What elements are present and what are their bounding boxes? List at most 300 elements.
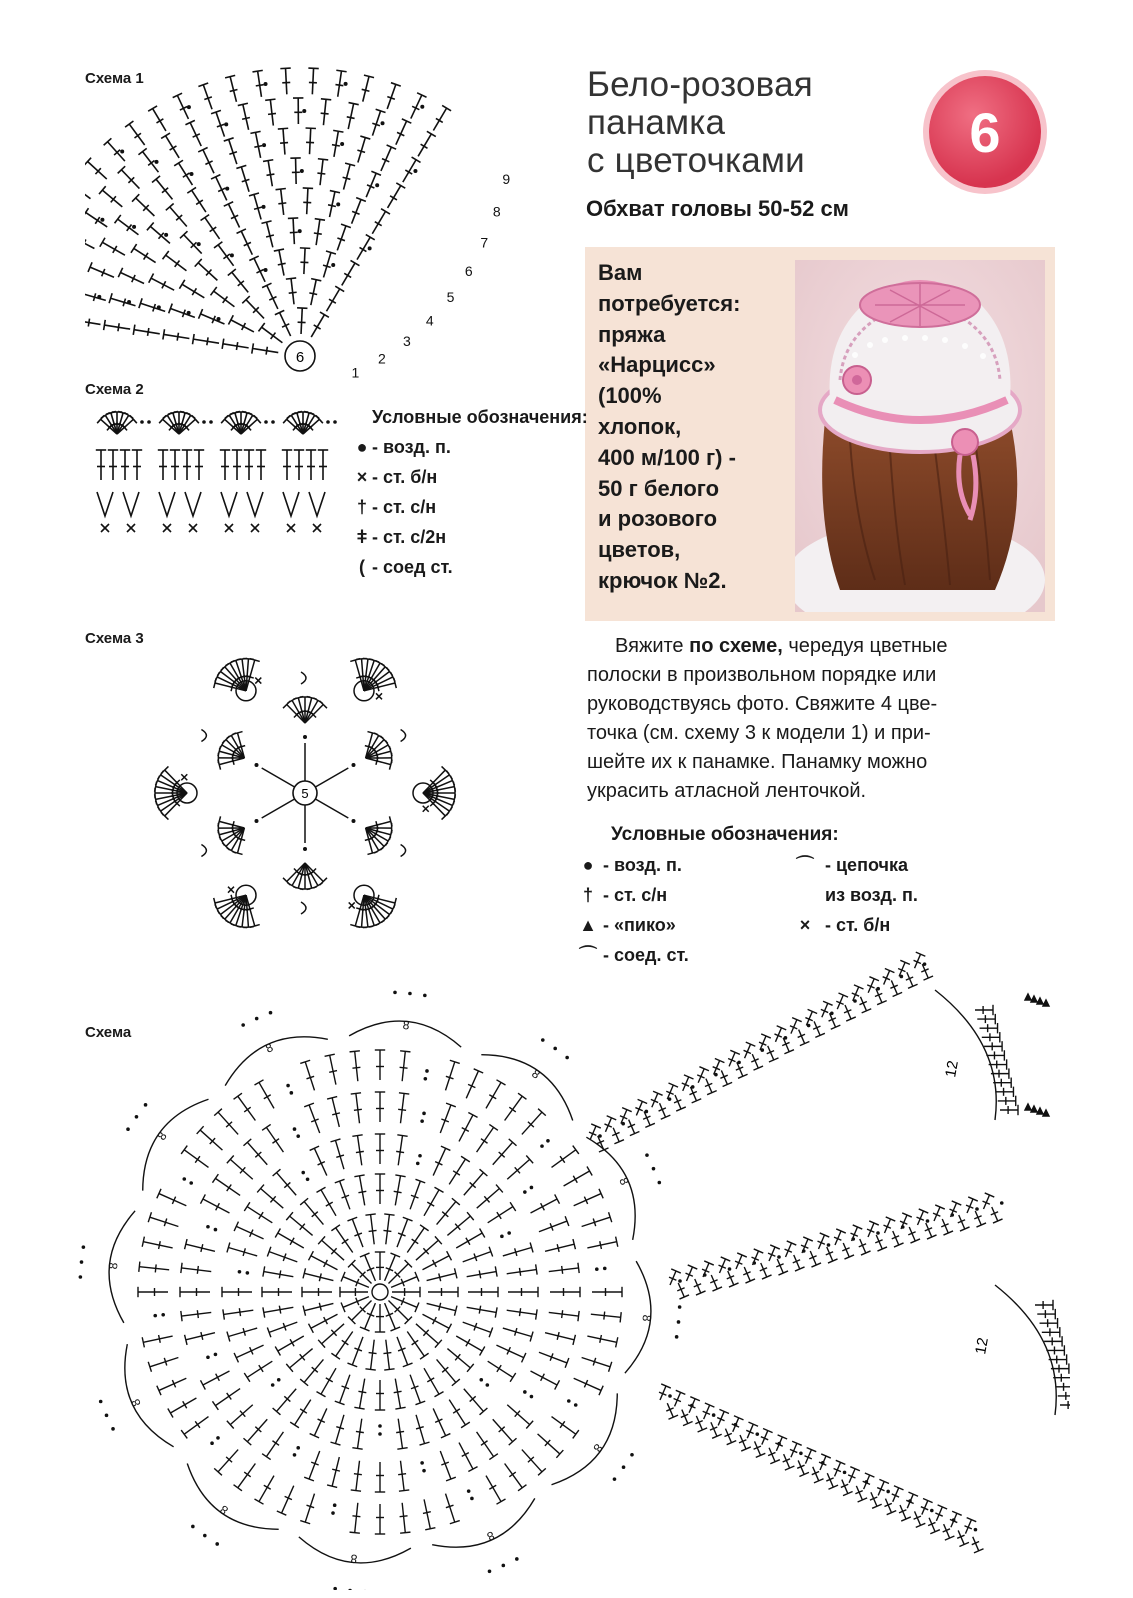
chain-dot <box>79 1275 83 1279</box>
dc-stem <box>449 1159 465 1184</box>
dc-stem <box>459 1115 473 1142</box>
chain-dot <box>238 1270 242 1274</box>
dc-bar <box>394 1391 402 1392</box>
dc-stem <box>278 1336 304 1351</box>
picot-mark <box>1037 1108 1043 1114</box>
dc-stem <box>304 1303 333 1310</box>
dc-bar <box>254 207 262 209</box>
chain-dot <box>293 1453 297 1457</box>
dc-stem <box>310 128 311 154</box>
chain-dot <box>530 1395 534 1399</box>
v-stitch <box>309 492 325 516</box>
dc-bar <box>278 203 286 204</box>
dc-bar <box>509 1472 515 1477</box>
dc-top <box>168 1408 173 1417</box>
scallop-label: 8 <box>128 1396 144 1409</box>
spoke <box>262 768 295 787</box>
dc-top <box>315 219 325 220</box>
dc-top <box>252 70 262 72</box>
slip-arc <box>201 730 206 742</box>
dc-stem <box>427 1273 456 1280</box>
dc-stem <box>522 1450 542 1472</box>
dc-top <box>263 1266 265 1276</box>
dc-top <box>234 1093 242 1099</box>
dc-stem <box>545 1244 574 1251</box>
dc-top <box>536 1264 537 1274</box>
dc-stem <box>258 71 262 97</box>
dc-stem <box>407 1228 424 1253</box>
chain-dot <box>413 169 417 173</box>
slip-arc <box>301 902 306 914</box>
dc-top <box>352 1448 362 1449</box>
dc-stem <box>447 1216 470 1235</box>
dc-stem <box>311 280 316 305</box>
dc-stem <box>467 1307 497 1312</box>
scallop-label: 8 <box>590 1441 606 1455</box>
dc-stem <box>552 1417 576 1435</box>
dc-top <box>461 1422 470 1428</box>
dc-stem <box>587 1242 616 1248</box>
chain-dot <box>553 1047 557 1051</box>
chain-dot <box>333 1587 337 1590</box>
dc-stem <box>88 162 107 180</box>
legend-2-item <box>785 880 918 910</box>
chain-dot <box>269 1011 273 1015</box>
dc-stem <box>156 179 172 199</box>
dc-bar <box>280 143 288 144</box>
dc-stem <box>218 1450 238 1472</box>
dc-stem <box>407 1332 424 1357</box>
scallop-label: 8 <box>154 1129 170 1143</box>
legend-1-item <box>352 552 588 582</box>
dc-stem <box>134 248 156 262</box>
chain-dot <box>470 1497 474 1501</box>
chain-dot <box>378 1424 382 1428</box>
dc-stem <box>264 1272 294 1277</box>
chain-dot <box>164 233 168 237</box>
dc-bar <box>354 1109 362 1110</box>
dc-bar <box>177 333 178 341</box>
dc-bar <box>196 200 203 204</box>
dc-stem <box>247 1207 272 1223</box>
legend-1-item <box>352 462 588 492</box>
dc-bar <box>314 233 322 234</box>
dc-bar <box>256 85 264 86</box>
dc-bar <box>309 293 317 295</box>
dc-stem <box>261 1189 284 1209</box>
chain-dot <box>262 143 266 147</box>
chain-dot <box>301 1171 305 1175</box>
dc-top <box>518 1093 526 1099</box>
chain-dot <box>381 121 385 125</box>
dc-stem <box>423 1256 450 1270</box>
dc-bar <box>197 1266 198 1274</box>
chain-dot <box>502 1564 506 1568</box>
materials-line: пряжа <box>598 321 666 347</box>
dc-stem <box>230 1159 252 1179</box>
chain-dot <box>298 229 302 233</box>
dc-stem <box>262 327 283 343</box>
dc-stem <box>247 1142 267 1164</box>
chain-dot <box>843 1471 847 1475</box>
materials-line: и розового <box>598 506 718 532</box>
dc-stem <box>193 339 219 343</box>
dc-stem <box>264 1307 294 1312</box>
dc-stem <box>493 1419 513 1441</box>
dc-stem <box>348 104 353 129</box>
dc-stem <box>278 1233 304 1248</box>
chain-dot <box>303 847 307 851</box>
dc-bar <box>497 1212 501 1219</box>
dc-stem <box>283 129 285 155</box>
chain-dot <box>306 1177 310 1181</box>
dc-top <box>263 160 273 162</box>
chain-dot <box>420 1119 424 1123</box>
picot-mark <box>1043 1110 1049 1116</box>
chain-dot <box>190 172 194 176</box>
dc-stem <box>342 263 355 285</box>
dc-top <box>211 287 217 295</box>
chain-dot <box>187 105 191 109</box>
chain-arc-icon: ⌒ <box>796 855 814 875</box>
dc-stem <box>85 183 90 199</box>
dc-bar <box>254 146 262 148</box>
legend-2-heading: Условные обозначения: <box>611 824 839 845</box>
chain-dot <box>668 1394 672 1398</box>
dc-stem <box>238 1096 256 1120</box>
dc-bar <box>383 1230 391 1231</box>
chain-dot <box>678 1305 682 1309</box>
dc-stem <box>400 1093 404 1123</box>
chain-dot <box>595 1267 599 1271</box>
dc-stem <box>268 161 272 187</box>
chain-dot <box>216 1436 220 1440</box>
chain-dot <box>336 202 340 206</box>
dc-top <box>351 1490 361 1491</box>
dc-top <box>288 218 298 219</box>
dc-bar <box>332 1113 340 1115</box>
chain-dot <box>206 1225 210 1229</box>
chain-dot <box>224 122 228 126</box>
chain-dot <box>182 1177 186 1181</box>
dc-stem <box>200 1130 222 1150</box>
chain-dot <box>622 1465 626 1469</box>
dc-stem <box>424 1190 439 1216</box>
dc-stem <box>424 1499 430 1528</box>
dc-bar <box>600 1241 602 1249</box>
dc-top <box>331 1353 340 1359</box>
dc-top <box>280 68 290 69</box>
dc-bar <box>394 1191 402 1192</box>
dc-top <box>495 1266 497 1276</box>
dc-top <box>335 286 344 291</box>
dc-stem <box>456 1336 482 1351</box>
dc-bar <box>573 1176 577 1183</box>
chain-dot <box>191 1525 195 1529</box>
dc-bar <box>242 179 250 181</box>
dc-stem <box>358 1136 362 1166</box>
dc-bar <box>557 1332 559 1340</box>
dc-stem <box>238 1464 256 1488</box>
dc-bar <box>396 1151 404 1152</box>
legend-2-item <box>578 880 689 910</box>
dc-top <box>420 1225 429 1231</box>
dc-bar <box>319 1303 321 1311</box>
dc-bar <box>201 1332 203 1340</box>
dc-top <box>254 1080 263 1085</box>
dc-stem <box>198 263 217 281</box>
dc-top <box>351 1093 361 1094</box>
dc-top <box>139 1262 140 1272</box>
dc-bar <box>244 1472 250 1477</box>
dc-stem <box>181 1312 211 1316</box>
dc-stem <box>153 109 166 131</box>
dc-top <box>489 1454 498 1460</box>
legend-2-text: - возд. п. <box>603 855 682 875</box>
dc-top <box>200 1380 205 1389</box>
dc-top <box>434 1392 443 1397</box>
dc-top <box>244 1202 250 1211</box>
dc-stem <box>395 1379 400 1409</box>
scallop-label: 8 <box>402 1017 411 1033</box>
legend-1-text: - ст. с/2н <box>372 527 447 547</box>
dc-bar <box>279 1306 280 1314</box>
row-number: 4 <box>425 312 434 329</box>
dc-stem <box>459 1443 473 1470</box>
dc-stem <box>531 1371 558 1385</box>
dc-stem <box>85 320 100 324</box>
chain-dot <box>215 1542 219 1546</box>
legend-2-text: - ст. б/н <box>825 915 891 935</box>
dc-stem <box>388 1300 408 1320</box>
dc-top <box>318 159 328 160</box>
slip-arc <box>401 730 406 742</box>
legend-1-text: - возд. п. <box>372 437 451 457</box>
dc-bar <box>227 1393 232 1400</box>
dc-stem <box>507 1310 537 1314</box>
materials-line: цветов, <box>598 537 681 563</box>
scallop-chain <box>481 1055 572 1121</box>
chain-dot <box>645 1153 649 1157</box>
materials-line: Вам <box>598 260 643 285</box>
dc-top <box>396 183 405 188</box>
chain-dot <box>206 1355 210 1359</box>
dc-bar <box>332 145 340 146</box>
dc-stem <box>139 1267 169 1270</box>
chain-dot <box>424 1077 428 1081</box>
dc-top <box>181 1430 187 1438</box>
dc-stem <box>372 211 385 233</box>
chain-dot <box>422 1112 426 1116</box>
dc-bar <box>223 254 229 259</box>
dc-stem <box>336 1332 353 1357</box>
dc-stem <box>587 1336 616 1342</box>
dc-top <box>573 1430 579 1438</box>
spoke <box>315 799 348 818</box>
dc-bar <box>352 1516 360 1517</box>
dc-stem <box>129 124 144 145</box>
schema-1-label: Схема 1 <box>85 70 144 87</box>
chain-dot <box>613 1477 617 1481</box>
dc-top <box>238 103 248 105</box>
scallop-chain <box>586 1137 635 1240</box>
legend-2-item <box>578 910 689 940</box>
dc-stem <box>321 1190 336 1216</box>
dc-stem <box>277 1173 297 1196</box>
chain-dot <box>486 1383 490 1387</box>
dc-stem <box>218 1112 238 1134</box>
scallop-label: 8 <box>263 1040 276 1056</box>
dc-stem <box>182 284 204 298</box>
slip-arc <box>201 845 206 857</box>
dc-stem <box>102 190 122 207</box>
dc-bar <box>358 1391 366 1392</box>
instructions-line-text: Вяжите по схеме, чередуя цветные <box>615 635 948 657</box>
dc-top <box>330 191 340 193</box>
chain-dot <box>105 1414 109 1418</box>
dc-bar <box>321 113 329 114</box>
dc-bar <box>354 1474 362 1475</box>
dc-top <box>234 1485 242 1491</box>
dc-stem <box>205 218 220 239</box>
row-number: 5 <box>446 288 455 305</box>
dc-bar <box>230 90 238 92</box>
dc-top <box>480 1228 485 1237</box>
dc-stem <box>358 1419 362 1449</box>
slip-arc <box>401 845 406 857</box>
dc-top <box>434 1187 443 1192</box>
dc-bar <box>439 1273 441 1281</box>
chain-dot <box>876 1231 880 1235</box>
chain-dot <box>214 1353 218 1357</box>
dc-stem <box>277 1389 297 1412</box>
dc-stem <box>456 1233 482 1248</box>
dc-bar <box>279 1270 280 1278</box>
dc-top <box>254 1499 263 1504</box>
dc-bar <box>562 1266 563 1274</box>
dc-top <box>316 1392 325 1397</box>
legend-1-heading: Условные обозначения: <box>372 407 588 427</box>
chain-dot <box>214 1228 218 1232</box>
dc-bar <box>347 117 355 119</box>
dc-bar <box>412 1239 419 1244</box>
dc-top <box>447 1251 452 1260</box>
dc-bar <box>560 1421 565 1427</box>
chain-dot <box>507 1231 511 1235</box>
chain-dot <box>827 1243 831 1247</box>
dc-top <box>496 1499 505 1504</box>
double-crochet-icon: † <box>582 885 593 905</box>
dc-bar <box>357 150 365 152</box>
dc-top <box>381 209 390 214</box>
dc-stem <box>243 104 249 129</box>
chain-dot <box>630 1453 634 1457</box>
dc-stem <box>312 68 313 94</box>
instructions <box>587 632 1047 806</box>
dc-stem <box>266 1127 283 1152</box>
chain-dot <box>97 295 101 299</box>
dc-stem <box>166 136 180 158</box>
chain-dot <box>351 763 355 767</box>
dc-stem <box>424 1368 439 1394</box>
dc-bar <box>560 1156 565 1162</box>
dc-stem <box>279 250 284 276</box>
picot-icon: ▲ <box>579 915 597 935</box>
chain-dot <box>111 1427 115 1431</box>
dc-top <box>131 244 137 253</box>
dc-stem <box>270 100 273 126</box>
legend-1-item <box>352 522 588 552</box>
dc-stem <box>437 1202 456 1225</box>
dc-bar <box>509 1107 515 1112</box>
legend-2-right <box>785 850 918 940</box>
dc-stem <box>360 1176 365 1206</box>
chain-dot <box>271 420 275 424</box>
dc-stem <box>256 132 261 158</box>
chain-stitch-icon: ● <box>356 437 368 457</box>
dc-top <box>412 157 421 162</box>
dc-stem <box>304 1273 333 1280</box>
dc-top <box>193 334 195 344</box>
chain-dot <box>120 149 124 153</box>
dc-stem <box>332 1457 339 1486</box>
dc-stem <box>301 308 302 334</box>
dc-top <box>201 215 210 221</box>
chain-dot <box>153 1314 157 1318</box>
chain-dot <box>418 1154 422 1158</box>
scallop-chain <box>552 1393 618 1484</box>
dc-bar <box>244 1107 250 1112</box>
dc-stem <box>488 1207 513 1223</box>
chain-dot <box>241 1023 245 1027</box>
dc-top <box>187 187 196 193</box>
dc-stem <box>330 192 335 217</box>
dc-top <box>420 1353 429 1359</box>
dc-bar <box>159 1241 161 1249</box>
scallop-chain <box>143 1099 209 1190</box>
dc-stem <box>522 1112 542 1134</box>
chain-dot <box>331 1511 335 1515</box>
legend-2-item <box>785 910 918 940</box>
dc-bar <box>323 265 331 267</box>
dc-top <box>290 1422 299 1428</box>
schema-3-label: Схема 3 <box>85 630 144 647</box>
single-crochet-icon: × <box>356 467 368 487</box>
dc-stem <box>467 1272 497 1277</box>
dc-bar <box>396 1431 404 1432</box>
dc-top <box>399 1093 409 1094</box>
dc-stem <box>507 1270 537 1274</box>
scallop-chain <box>225 1037 328 1086</box>
dc-stem <box>386 1340 390 1370</box>
chain-dot <box>974 1528 978 1532</box>
dc-top <box>278 128 288 129</box>
dc-stem <box>184 1417 208 1435</box>
materials-line: (100% <box>598 383 662 409</box>
dc-top <box>555 1194 560 1203</box>
chain-dot <box>210 1441 214 1445</box>
dc-bar <box>423 1512 431 1514</box>
dc-top <box>258 323 264 331</box>
dc-top <box>311 279 321 281</box>
dc-top <box>578 1263 579 1273</box>
dc-bar <box>319 1273 321 1281</box>
dc-stem <box>259 1082 274 1108</box>
chain-dot <box>488 1570 492 1574</box>
chain-dot <box>127 300 131 304</box>
dc-bar <box>352 1067 360 1068</box>
materials-line: потребуется: <box>598 290 741 316</box>
